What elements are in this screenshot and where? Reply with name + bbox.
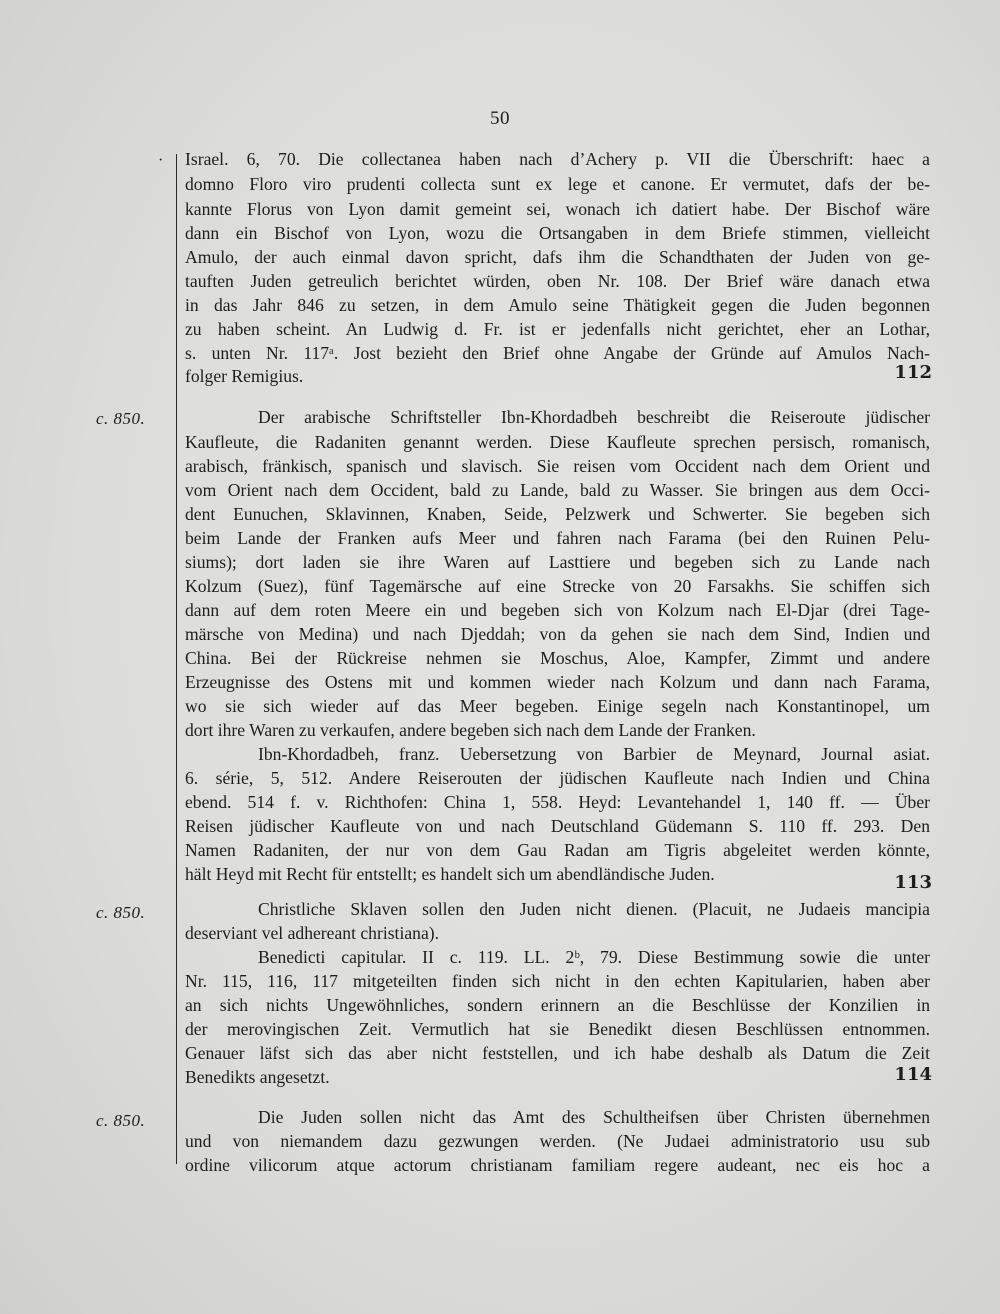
margin-rule	[176, 154, 177, 1164]
text-line: dann ein Bischof von Lyon, wozu die Ortsangaben in dem Briefe stimmen, vielleicht	[185, 223, 930, 243]
text-line: siums); dort laden sie ihre Waren auf Lasttiere und begeben sich zu Lande nach	[185, 552, 930, 572]
text-line: wo sie sich wieder auf das Meer begeben. Einige segeln nach Konstantinopel, um	[185, 696, 930, 716]
text-line: folger Remigius.	[185, 366, 304, 386]
text-line: Amulo, der auch einmal davon spricht, dafs ihm die Schandthaten der Juden von ge-	[185, 247, 930, 267]
text-line: Die Juden sollen nicht das Amt des Schultheifsen über Christen übernehmen	[258, 1107, 930, 1127]
text-line: beim Lande der Franken aufs Meer und fahren nach Farama (bei den Ruinen Pelu-	[185, 528, 930, 548]
text-line: in das Jahr 846 zu setzen, in dem Amulo seine Thätigkeit gegen die Juden begonnen	[185, 295, 930, 315]
note-line: Reisen jüdischer Kaufleute von und nach Deutschland Güdemann S. 110 ff. 293. Den	[185, 816, 930, 836]
text-line: Der arabische Schriftsteller Ibn-Khordadbeh beschreibt die Reiseroute jüdischer	[258, 407, 930, 427]
text-line: kannte Florus von Lyon damit gemeint sei, wonach ich datiert habe. Der Bischof wäre	[185, 199, 930, 219]
text-line: Israel. 6, 70. Die collectanea haben nach d’Achery p. VII die Überschrift: haec a	[185, 149, 930, 169]
note-line: Genauer läfst sich das aber nicht feststellen, und ich habe deshalb als Datum die Zeit	[185, 1043, 930, 1063]
note-line: an sich nichts Ungewöhnliches, sondern erinnern an die Beschlüsse der Konzilien in	[185, 995, 930, 1015]
text-line: und von niemandem dazu gezwungen werden. (Ne Judaei administratorio usu sub	[185, 1131, 930, 1151]
text-line: Erzeugnisse des Ostens mit und kommen wieder nach Kolzum und dann nach Farama,	[185, 672, 930, 692]
entry-number: 112	[894, 362, 932, 383]
text-line: Kaufleute, die Radaniten genannt werden. Diese Kaufleute sprechen persisch, romanisch,	[185, 432, 930, 452]
text-line: Kolzum (Suez), fünf Tagemärsche auf eine Strecke von 20 Farsakhs. Sie schiffen sich	[185, 576, 930, 596]
text-line: China. Bei der Rückreise nehmen sie Moschus, Aloe, Kampfer, Zimmt und andere	[185, 648, 930, 668]
text-line: s. unten Nr. 117ᵃ. Jost bezieht den Brief ohne Angabe der Gründe auf Amulos Nach-	[185, 343, 930, 363]
note-line: Namen Radaniten, der nur von dem Gau Radan am Tigris abgeleitet werden könnte,	[185, 840, 930, 860]
note-line: Benedikts angesetzt.	[185, 1067, 330, 1087]
text-line: deserviant vel adhereant christiana).	[185, 923, 440, 943]
text-line: Christliche Sklaven sollen den Juden nicht dienen. (Placuit, ne Judaeis mancipia	[258, 899, 930, 919]
text-line: vom Orient nach dem Occident, bald zu Lande, bald zu Wasser. Sie bringen aus dem Occi-	[185, 480, 930, 500]
text-line: ordine vilicorum atque actorum christianam familiam regere audeant, nec eis hoc a	[185, 1155, 930, 1175]
page-number: 50	[490, 108, 510, 129]
text-line: zu haben scheint. An Ludwig d. Fr. ist er jedenfalls nicht gerichtet, eher an Lothar,	[185, 319, 930, 339]
entry-number: 113	[894, 872, 932, 893]
note-line: Benedicti capitular. II c. 119. LL. 2ᵇ, 79. Diese Bestimmung sowie die unter	[258, 947, 930, 967]
margin-mark: ·	[158, 152, 164, 169]
text-line: dort ihre Waren zu verkaufen, andere begeben sich nach dem Lande der Franken.	[185, 720, 756, 740]
text-line: märsche von Medina) und nach Djeddah; von da gehen sie nach dem Sind, Indien und	[185, 624, 930, 644]
text-line: dann auf dem roten Meere ein und begeben sich von Kolzum nach El-Djar (drei Tage-	[185, 600, 930, 620]
note-line: der merovingischen Zeit. Vermutlich hat sie Benedikt diesen Beschlüssen entnommen.	[185, 1019, 930, 1039]
note-line: ebend. 514 f. v. Richthofen: China 1, 558. Heyd: Levantehandel 1, 140 ff. — Über	[185, 792, 930, 812]
entry-number: 114	[894, 1064, 932, 1085]
text-line: tauften Juden getreulich berichtet würden, oben Nr. 108. Der Brief wäre danach etwa	[185, 271, 930, 291]
text-line: dent Eunuchen, Sklavinnen, Knaben, Seide, Pelzwerk und Schwerter. Sie begeben sich	[185, 504, 930, 524]
margin-date: c. 850.	[96, 903, 146, 922]
margin-date: c. 850.	[96, 1111, 146, 1130]
text-line: domno Floro viro prudenti collecta sunt ex lege et canone. Er vermutet, dafs der be-	[185, 174, 930, 194]
note-line: Nr. 115, 116, 117 mitgeteilten finden sich nicht in den echten Kapitularien, haben aber	[185, 971, 930, 991]
margin-date: c. 850.	[96, 409, 146, 428]
note-line: Ibn-Khordadbeh, franz. Uebersetzung von Barbier de Meynard, Journal asiat.	[258, 744, 930, 764]
note-line: 6. série, 5, 512. Andere Reiserouten der jüdischen Kaufleute nach Indien und China	[185, 768, 930, 788]
text-line: arabisch, fränkisch, spanisch und slavisch. Sie reisen vom Occident nach dem Orient und	[185, 456, 930, 476]
note-line: hält Heyd mit Recht für entstellt; es handelt sich um abendländische Juden.	[185, 864, 715, 884]
